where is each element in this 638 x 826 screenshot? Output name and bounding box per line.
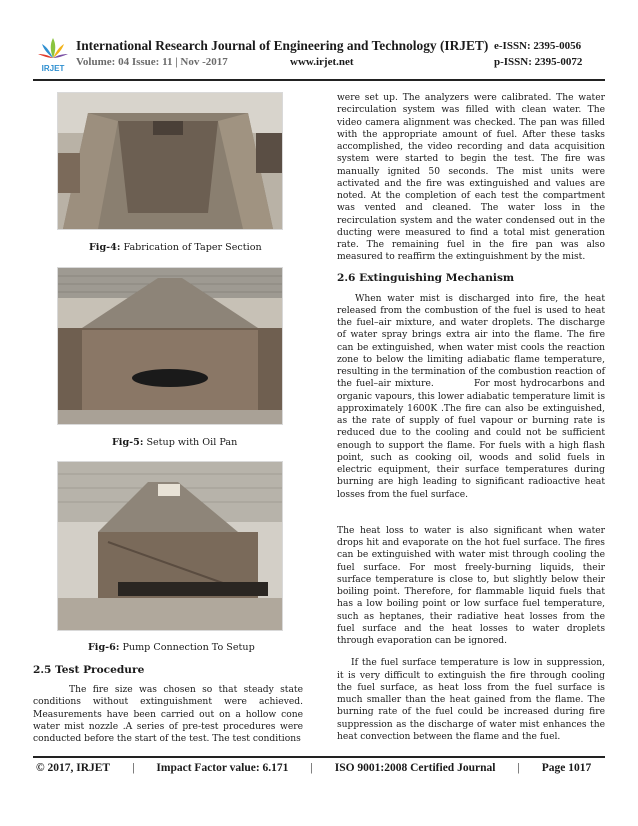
page-footer [36,762,606,774]
fig6-caption-text: Pump Connection To Setup [122,642,255,653]
footer-page-number: Page 1017 [541,762,592,774]
section-test-procedure [33,664,303,745]
section-heading-2-5: 2.5 Test Procedure [33,664,145,676]
header-rule [33,79,605,81]
fig4-caption-text: Fabrication of Taper Section [123,242,262,253]
logo-text: IRJET [41,64,65,73]
fig5-photo [57,267,283,425]
volume-issue: Volume: 04 Issue: 11 | Nov -2017 [76,56,228,68]
fig5-label: Fig-5: [112,437,144,448]
section-heading-2-6: 2.6 Extinguishing Mechanism [337,271,515,284]
page-header [0,28,638,76]
test-procedure-paragraph: The fire size was chosen so that steady state conditions without extinguishment were achieved. Measurements have been carried out on a hollow cone water mist nozzle .A series of pre-test procedures were conducted before the start of the test. The test conditions [33,685,303,744]
footer-separator: | [310,762,313,774]
footer-separator: | [517,762,520,774]
footer-impact-factor: Impact Factor value: 6.171 [156,762,289,774]
journal-website: www.irjet.net [290,56,354,68]
footer-copyright: © 2017, IRJET [36,762,111,774]
p-issn: p-ISSN: 2395-0072 [494,56,583,68]
right-column [337,92,608,743]
journal-title: International Research Journal of Engineering and Technology (IRJET) [76,38,489,53]
extinguishing-paragraph-3: If the fuel surface temperature is low in suppression, it is very difficult to extinguish the fire through cooling the fuel surface, as heat loss from the fuel surface is much smaller than the heat gained from the flame. The burning rate of the fuel could be increased during fire suppression as the discharge of water mist enhances the heat convection between the flame and the fuel. [337,658,605,742]
fig4-label: Fig-4: [89,242,121,253]
footer-iso: ISO 9001:2008 Certified Journal [334,762,496,774]
fig6-label: Fig-6: [88,642,120,653]
e-issn: e-ISSN: 2395-0056 [494,40,582,52]
test-procedure-continued: were set up. The analyzers were calibrated. The water recirculation system was filled with clean water. The video camera alignment was checked. The pan was filled with the appropriate amount of fuel. After these tasks accomplished, the video recording and data acquisition system were started to begin the test. The fire was manually ignited 50 seconds. The mist units were activated and the fire was extinguished and values are noted. At the completion of each test the compartment was vented and cleaned. The water loss in the recirculation system and the water condensed out in the ducting were measured to find a total mist generation rate. The remaining fuel in the fire pan was also measured to reaffirm the extinguishment by the mist. [337,93,605,263]
fig5-caption [112,437,237,448]
footer-rule [33,756,605,758]
extinguishing-paragraph-1: When water mist is discharged into fire, the heat released from the combustion of the fuel is used to heat the fuel–air mixture, and water droplets. The discharge of water spray brings extra air into the flame. The fire can be extinguished, when water mist cools the reaction zone to below the limiting adiabatic flame temperature, resulting in the termination of the combustion reaction of the fuel–air mixture. For most hydrocarbons and organic vapours, this lower adiabatic temperature limit is approximately 1600K .The fire can also be extinguished, as the rate of supply of fuel vapour or burning rate is reduced due to the cooling and could not be sufficient enough to support the flame. For fuels with a high flash point, such as cooking oil, woods and solid fuels in electric equipment, their surface temperatures during burning are high leading to significant radioactive heat losses from the fuel surface. [337,293,608,500]
fig4-caption [89,242,262,253]
extinguishing-paragraph-2: The heat loss to water is also significant when water drops hit and evaporate on the hot fuel surface. The fires can be extinguished with water mist through cooling the fuel surface. For most freely-burning liquids, their surface temperature is close to, but slightly below their boiling point. Therefore, for flammable liquid fuels that has a low boiling point or low surface fuel temperature, such as heptanes, their radiative heat losses from the fuel surface and the heat losses to water droplets through evaporation can be ignored. [337,525,605,646]
footer-separator: | [132,762,135,774]
fig6-caption [88,642,255,653]
irjet-logo-icon [36,34,70,74]
fig4-photo [57,92,283,230]
fig6-photo [57,461,283,631]
fig5-caption-text: Setup with Oil Pan [146,437,238,448]
